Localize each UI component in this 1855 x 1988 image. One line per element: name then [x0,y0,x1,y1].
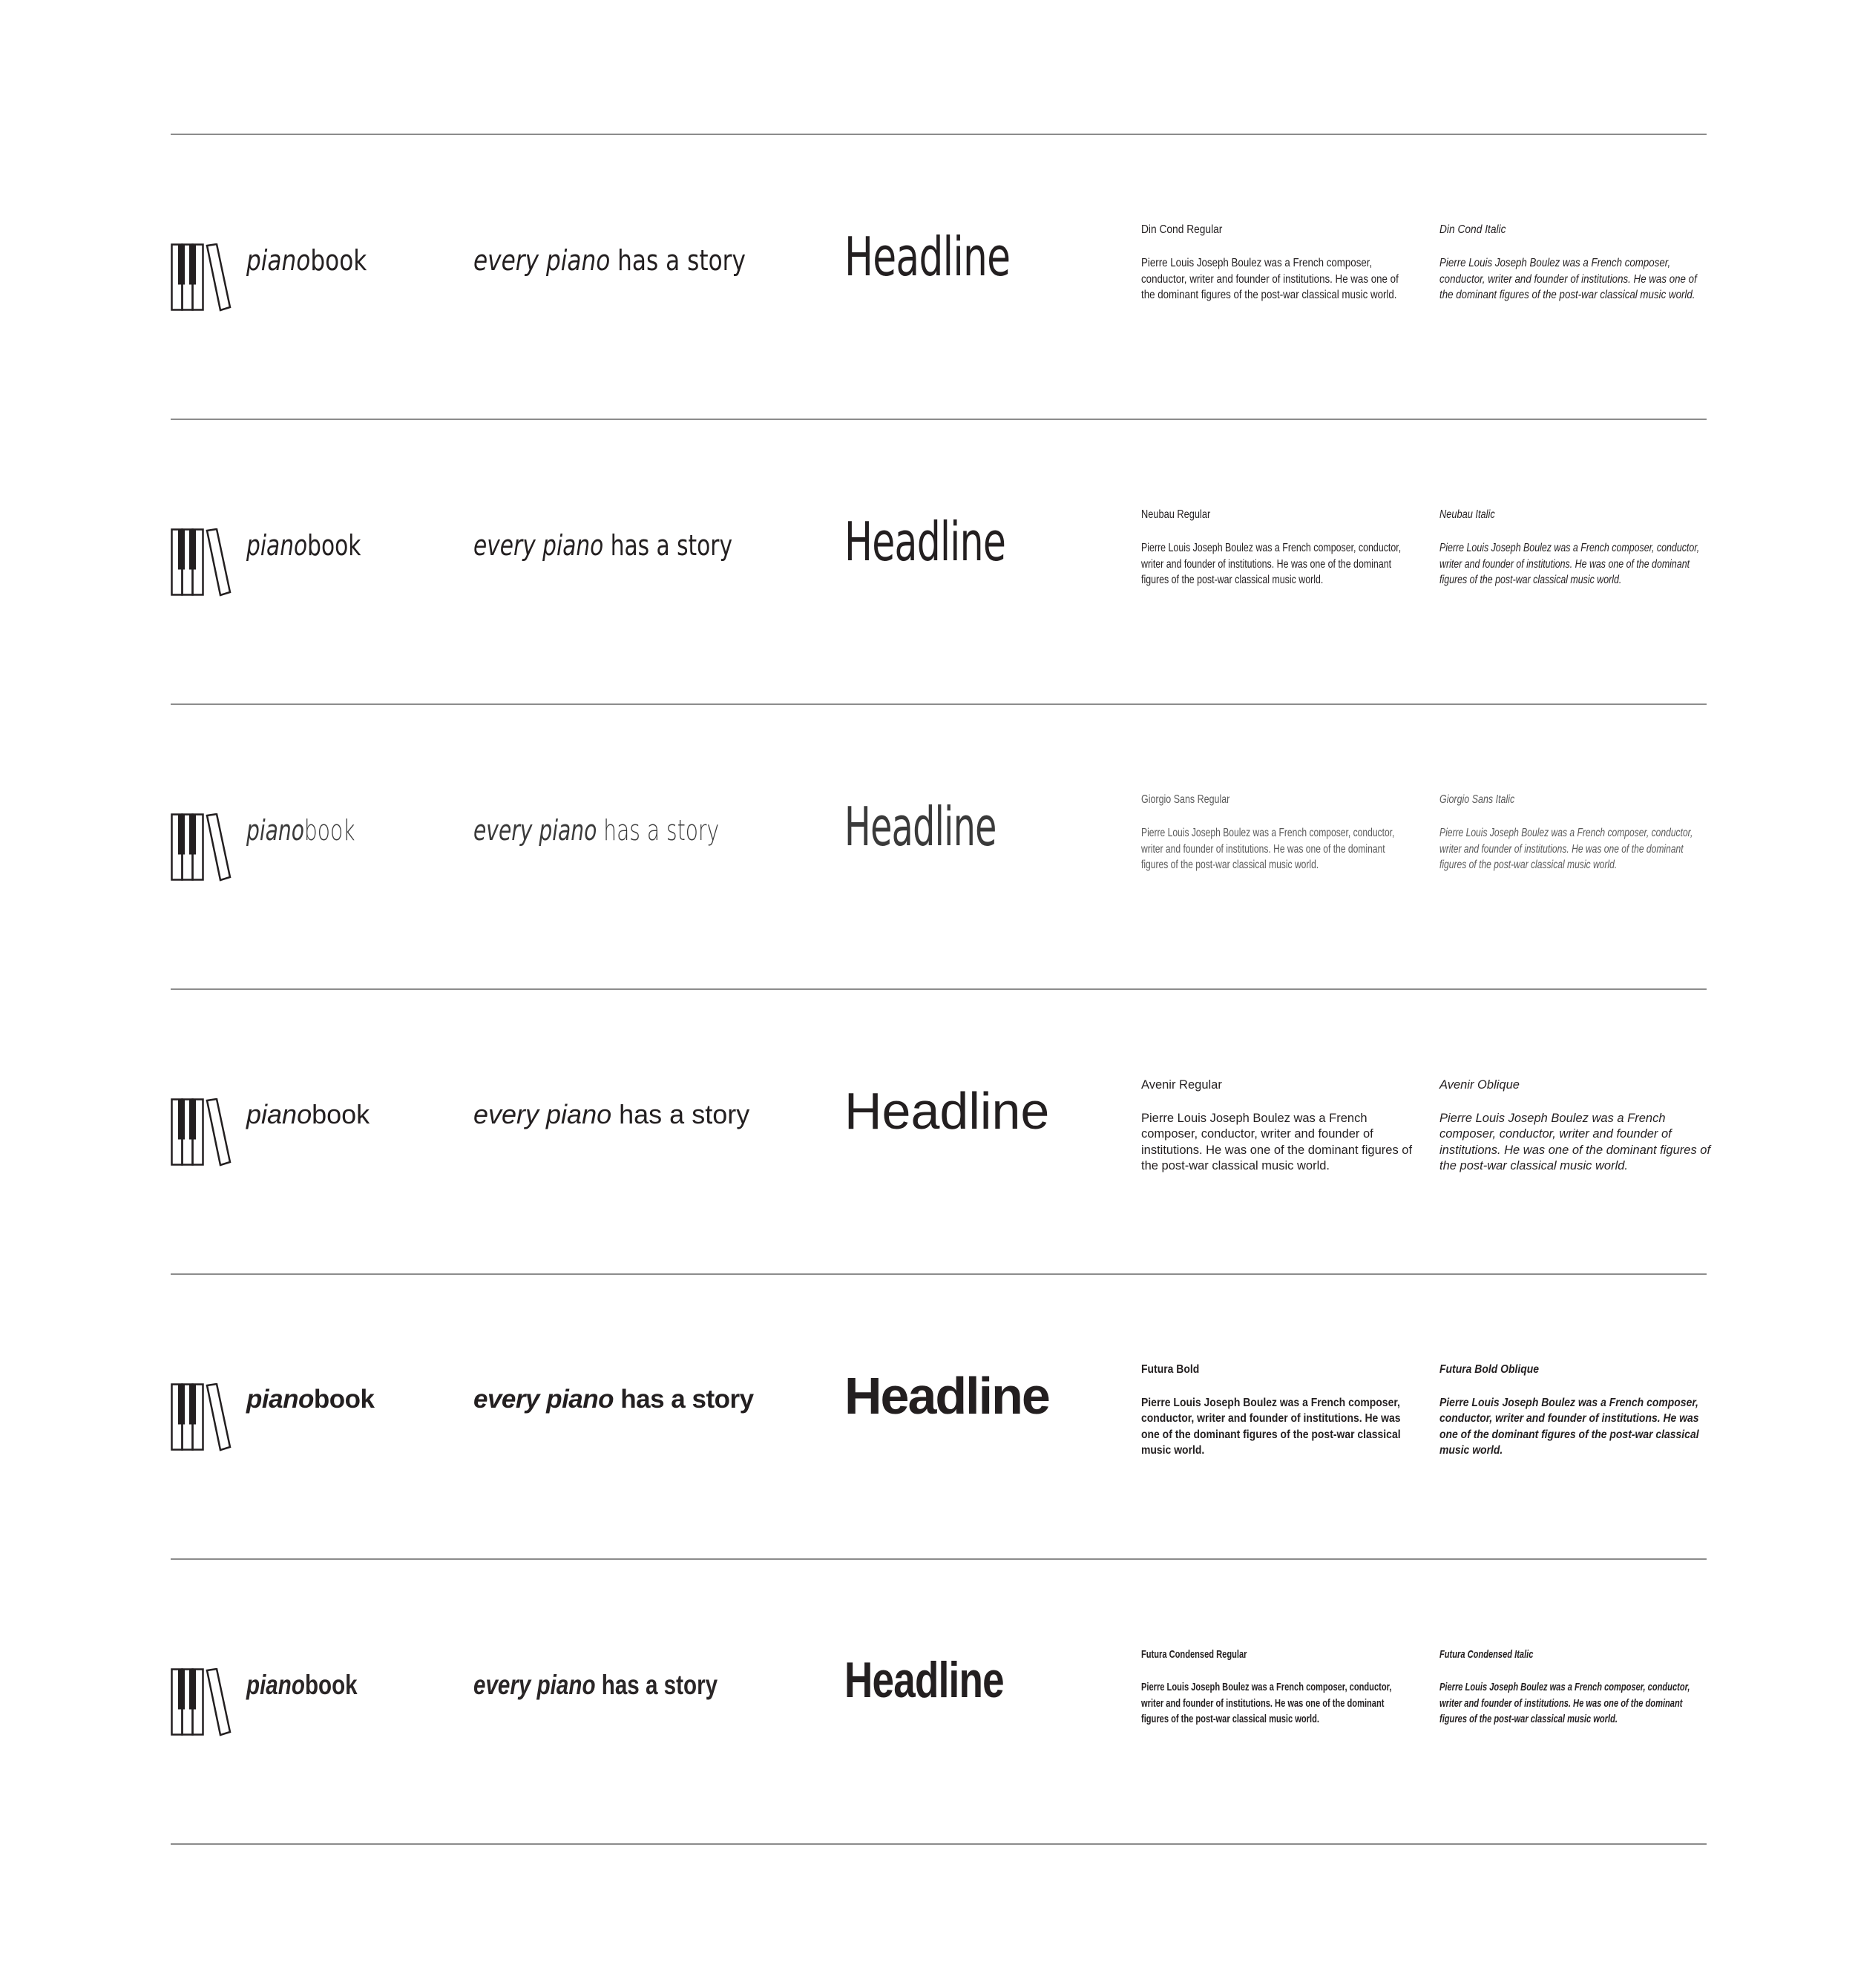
font-spec-italic [1439,224,1707,304]
wordmark-italic: piano [246,1670,305,1700]
font-name: Din Cond Regular [1141,223,1223,236]
tagline [473,1101,749,1128]
tagline-italic: every piano [473,814,597,847]
headline-sample: Headline [844,1652,1004,1708]
font-name: Futura Bold [1141,1363,1200,1376]
piano-keys-books-icon [171,813,237,882]
tagline [473,1671,718,1699]
wordmark-regular: book [313,1385,375,1414]
wordmark-regular: book [312,1099,370,1129]
wordmark [246,1386,374,1412]
wordmark [246,531,361,560]
specimen-row [171,134,1707,419]
font-name: Futura Condensed Italic [1439,1648,1534,1661]
body-sample: Pierre Louis Joseph Boulez was a French composer, conductor, writer and founder of institutions. He was one of the dominant figures of the post-war classical music world. [1141,1681,1392,1725]
font-spec-regular [1141,1649,1408,1728]
wordmark [246,1101,370,1128]
font-name: Avenir Regular [1141,1078,1222,1092]
font-spec-regular [1141,224,1408,304]
body-sample: Pierre Louis Joseph Boulez was a French composer, conductor, writer and founder of institutions. He was one of the dominant figures of the post-war classical music world. [1439,257,1697,301]
wordmark-regular: book [307,529,361,562]
specimen-row [171,988,1711,1273]
wordmark-regular: book [310,244,367,277]
specimen-row [171,1273,1707,1558]
wordmark-italic: piano [246,244,311,277]
tagline [473,1386,754,1412]
tagline-regular: has a story [614,1385,754,1414]
wordmark [246,246,367,275]
tagline-regular: has a story [595,1670,718,1700]
headline-sample: Headline [844,511,1006,573]
wordmark [246,814,355,847]
body-sample: Pierre Louis Joseph Boulez was a French composer, conductor, writer and founder of institutions. He was one of the dominant figures of the post-war classical music world. [1141,257,1399,301]
body-sample: Pierre Louis Joseph Boulez was a French composer, conductor, writer and founder of institutions. He was one of the dominant figures of the post-war classical music world. [1439,542,1700,586]
font-name: Giorgio Sans Italic [1439,793,1515,806]
wordmark-italic: piano [246,1385,314,1414]
body-sample: Pierre Louis Joseph Boulez was a French composer, conductor, writer and founder of institutions. He was one of the dominant figures of the post-war classical music world. [1141,827,1395,871]
specimen-row [171,703,1707,988]
font-name: Avenir Oblique [1439,1078,1520,1092]
tagline [473,814,720,847]
body-sample: Pierre Louis Joseph Boulez was a French composer, conductor, writer and founder of institutions. He was one of the dominant figures of the post-war classical music world. [1141,542,1402,586]
font-spec-regular [1141,794,1408,873]
headline-sample: Headline [844,795,997,858]
font-name: Futura Condensed Regular [1141,1648,1247,1661]
tagline-italic: every piano [473,529,604,562]
tagline-regular: has a story [603,529,733,562]
wordmark-italic: piano [246,1099,312,1129]
tagline-regular: has a story [597,814,720,847]
font-name: Futura Bold Oblique [1439,1363,1540,1376]
headline-sample: Headline [844,1367,1049,1425]
tagline-italic: every piano [473,244,611,277]
body-sample: Pierre Louis Joseph Boulez was a French composer, conductor, writer and founder of institutions. He was one of the dominant figures of the post-war classical music world. [1439,1681,1690,1725]
font-name: Din Cond Italic [1439,223,1506,236]
wordmark [246,1671,358,1699]
piano-keys-books-icon [171,1383,237,1451]
tagline-italic: every piano [473,1670,596,1700]
body-sample: Pierre Louis Joseph Boulez was a French composer, conductor, writer and founder of institutions. He was one of the dominant figures of the post-war classical music world. [1439,1396,1699,1457]
body-sample: Pierre Louis Joseph Boulez was a French composer, conductor, writer and founder of institutions. He was one of the dominant figures of the post-war classical music world. [1141,1396,1401,1457]
wordmark-italic: piano [246,529,308,562]
font-spec-italic [1439,1078,1711,1175]
headline-sample: Headline [844,1082,1050,1140]
tagline [473,246,746,275]
tagline-italic: every piano [473,1099,612,1129]
font-name: Neubau Regular [1141,508,1211,521]
tagline-regular: has a story [610,244,746,277]
wordmark-regular: book [303,814,355,847]
body-sample: Pierre Louis Joseph Boulez was a French composer, conductor, writer and founder of institutions. He was one of the dominant figures of the post-war classical music world. [1439,1111,1711,1172]
piano-keys-books-icon [171,528,237,597]
tagline-italic: every piano [473,1385,614,1414]
piano-keys-books-icon [171,1668,237,1736]
specimen-row [171,1558,1707,1843]
body-sample: Pierre Louis Joseph Boulez was a French composer, conductor, writer and founder of institutions. He was one of the dominant figures of the post-war classical music world. [1141,1111,1413,1172]
divider-rule [171,1843,1707,1845]
piano-keys-books-icon [171,243,237,312]
font-spec-italic [1439,1364,1707,1459]
tagline-regular: has a story [611,1099,750,1129]
wordmark-italic: piano [246,814,304,847]
wordmark-regular: book [304,1670,358,1700]
headline-sample: Headline [844,226,1011,288]
font-spec-italic [1439,1649,1707,1728]
specimen-row [171,419,1707,703]
tagline [473,531,732,560]
font-spec-regular [1141,1078,1413,1175]
font-spec-regular [1141,509,1408,588]
font-spec-regular [1141,1364,1408,1459]
font-spec-italic [1439,509,1707,588]
font-name: Giorgio Sans Regular [1141,793,1230,806]
font-spec-italic [1439,794,1707,873]
font-name: Neubau Italic [1439,508,1495,521]
body-sample: Pierre Louis Joseph Boulez was a French composer, conductor, writer and founder of institutions. He was one of the dominant figures of the post-war classical music world. [1439,827,1693,871]
piano-keys-books-icon [171,1098,237,1167]
